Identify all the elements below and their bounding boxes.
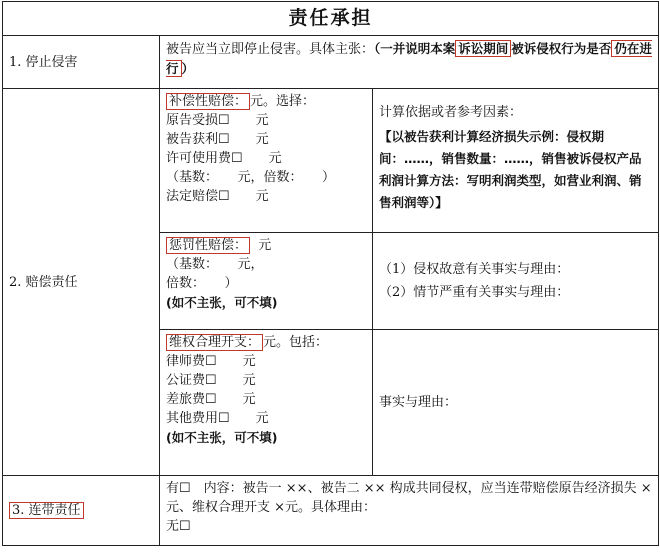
joint-line: 有☐ 内容：被告一 ××、被告二 ×× 构成共同侵权，应当连带赔偿原告经济损失 ×元、维权合理开支 ×元。具体理由： bbox=[166, 481, 652, 515]
comp-line: 被告获利☐ 元 bbox=[166, 132, 269, 147]
highlight-punitive: 惩罚性赔偿： bbox=[166, 237, 250, 254]
row-label-compensation: 2. 赔偿责任 bbox=[3, 89, 160, 476]
punitive-head: 元 bbox=[258, 238, 272, 253]
basis-example: 【以被告获利计算经济损失示例：侵权期间：……，销售数量：……，销售被诉侵权产品利润计算方法：写明利润类型，如营业利润、销售利润等）】 bbox=[379, 129, 642, 210]
punitive-line: 倍数： ） bbox=[166, 276, 238, 291]
expense-line: 差旅费☐ 元 bbox=[166, 392, 256, 407]
comp-line: 许可使用费☐ 元 bbox=[166, 151, 282, 166]
stop-text: 被告应当立即停止侵害。具体主张： bbox=[166, 42, 375, 57]
stop-infringement-content bbox=[160, 36, 659, 89]
comp-line: （基数： 元，倍数： ） bbox=[166, 170, 336, 185]
stop-bold-a: （一并说明本案 bbox=[374, 41, 456, 56]
highlight-still-ongoing: 仍在进行 bbox=[166, 41, 652, 76]
row-label-stop-infringement: 1. 停止侵害 bbox=[3, 36, 160, 89]
punitive-fact-line: （2）情节严重有关事实与理由： bbox=[379, 285, 570, 300]
liability-table bbox=[2, 1, 659, 546]
punitive-line: （基数： 元， bbox=[166, 257, 264, 272]
punitive-damages-cell bbox=[160, 233, 373, 330]
joint-liability-content bbox=[160, 476, 659, 546]
highlight-compensatory: 补偿性赔偿： bbox=[166, 93, 250, 110]
highlight-expense: 维权合理开支： bbox=[166, 334, 263, 351]
expense-facts-cell: 事实与理由： bbox=[373, 330, 659, 476]
expense-cell bbox=[160, 330, 373, 476]
compensatory-damages-cell bbox=[160, 89, 373, 233]
compensatory-basis-cell bbox=[373, 89, 659, 233]
row-label-joint-liability bbox=[3, 476, 160, 546]
expense-line: 其他费用☐ 元 bbox=[166, 411, 269, 426]
punitive-facts-cell bbox=[373, 233, 659, 330]
comp-line: 法定赔偿☐ 元 bbox=[166, 189, 269, 204]
expense-note: (如不主张，可不填) bbox=[166, 430, 278, 445]
compensatory-head: 元。选择： bbox=[250, 94, 316, 109]
expense-head: 元。包括： bbox=[263, 335, 329, 350]
expense-line: 律师费☐ 元 bbox=[166, 354, 256, 369]
highlight-litigation-period: 诉讼期间 bbox=[455, 40, 511, 57]
joint-line: 无☐ bbox=[166, 519, 191, 534]
stop-bold-c: ） bbox=[181, 61, 195, 76]
expense-line: 公证费☐ 元 bbox=[166, 373, 256, 388]
stop-bold-b: 被诉侵权行为是否 bbox=[511, 41, 612, 56]
comp-line: 原告受损☐ 元 bbox=[166, 113, 269, 128]
table-title: 责任承担 bbox=[3, 2, 659, 36]
highlight-joint-liability: 3. 连带责任 bbox=[9, 502, 84, 519]
punitive-note: (如不主张，可不填) bbox=[166, 295, 278, 310]
basis-head: 计算依据或者参考因素： bbox=[379, 105, 523, 120]
punitive-fact-line: （1）侵权故意有关事实与理由： bbox=[379, 262, 570, 277]
